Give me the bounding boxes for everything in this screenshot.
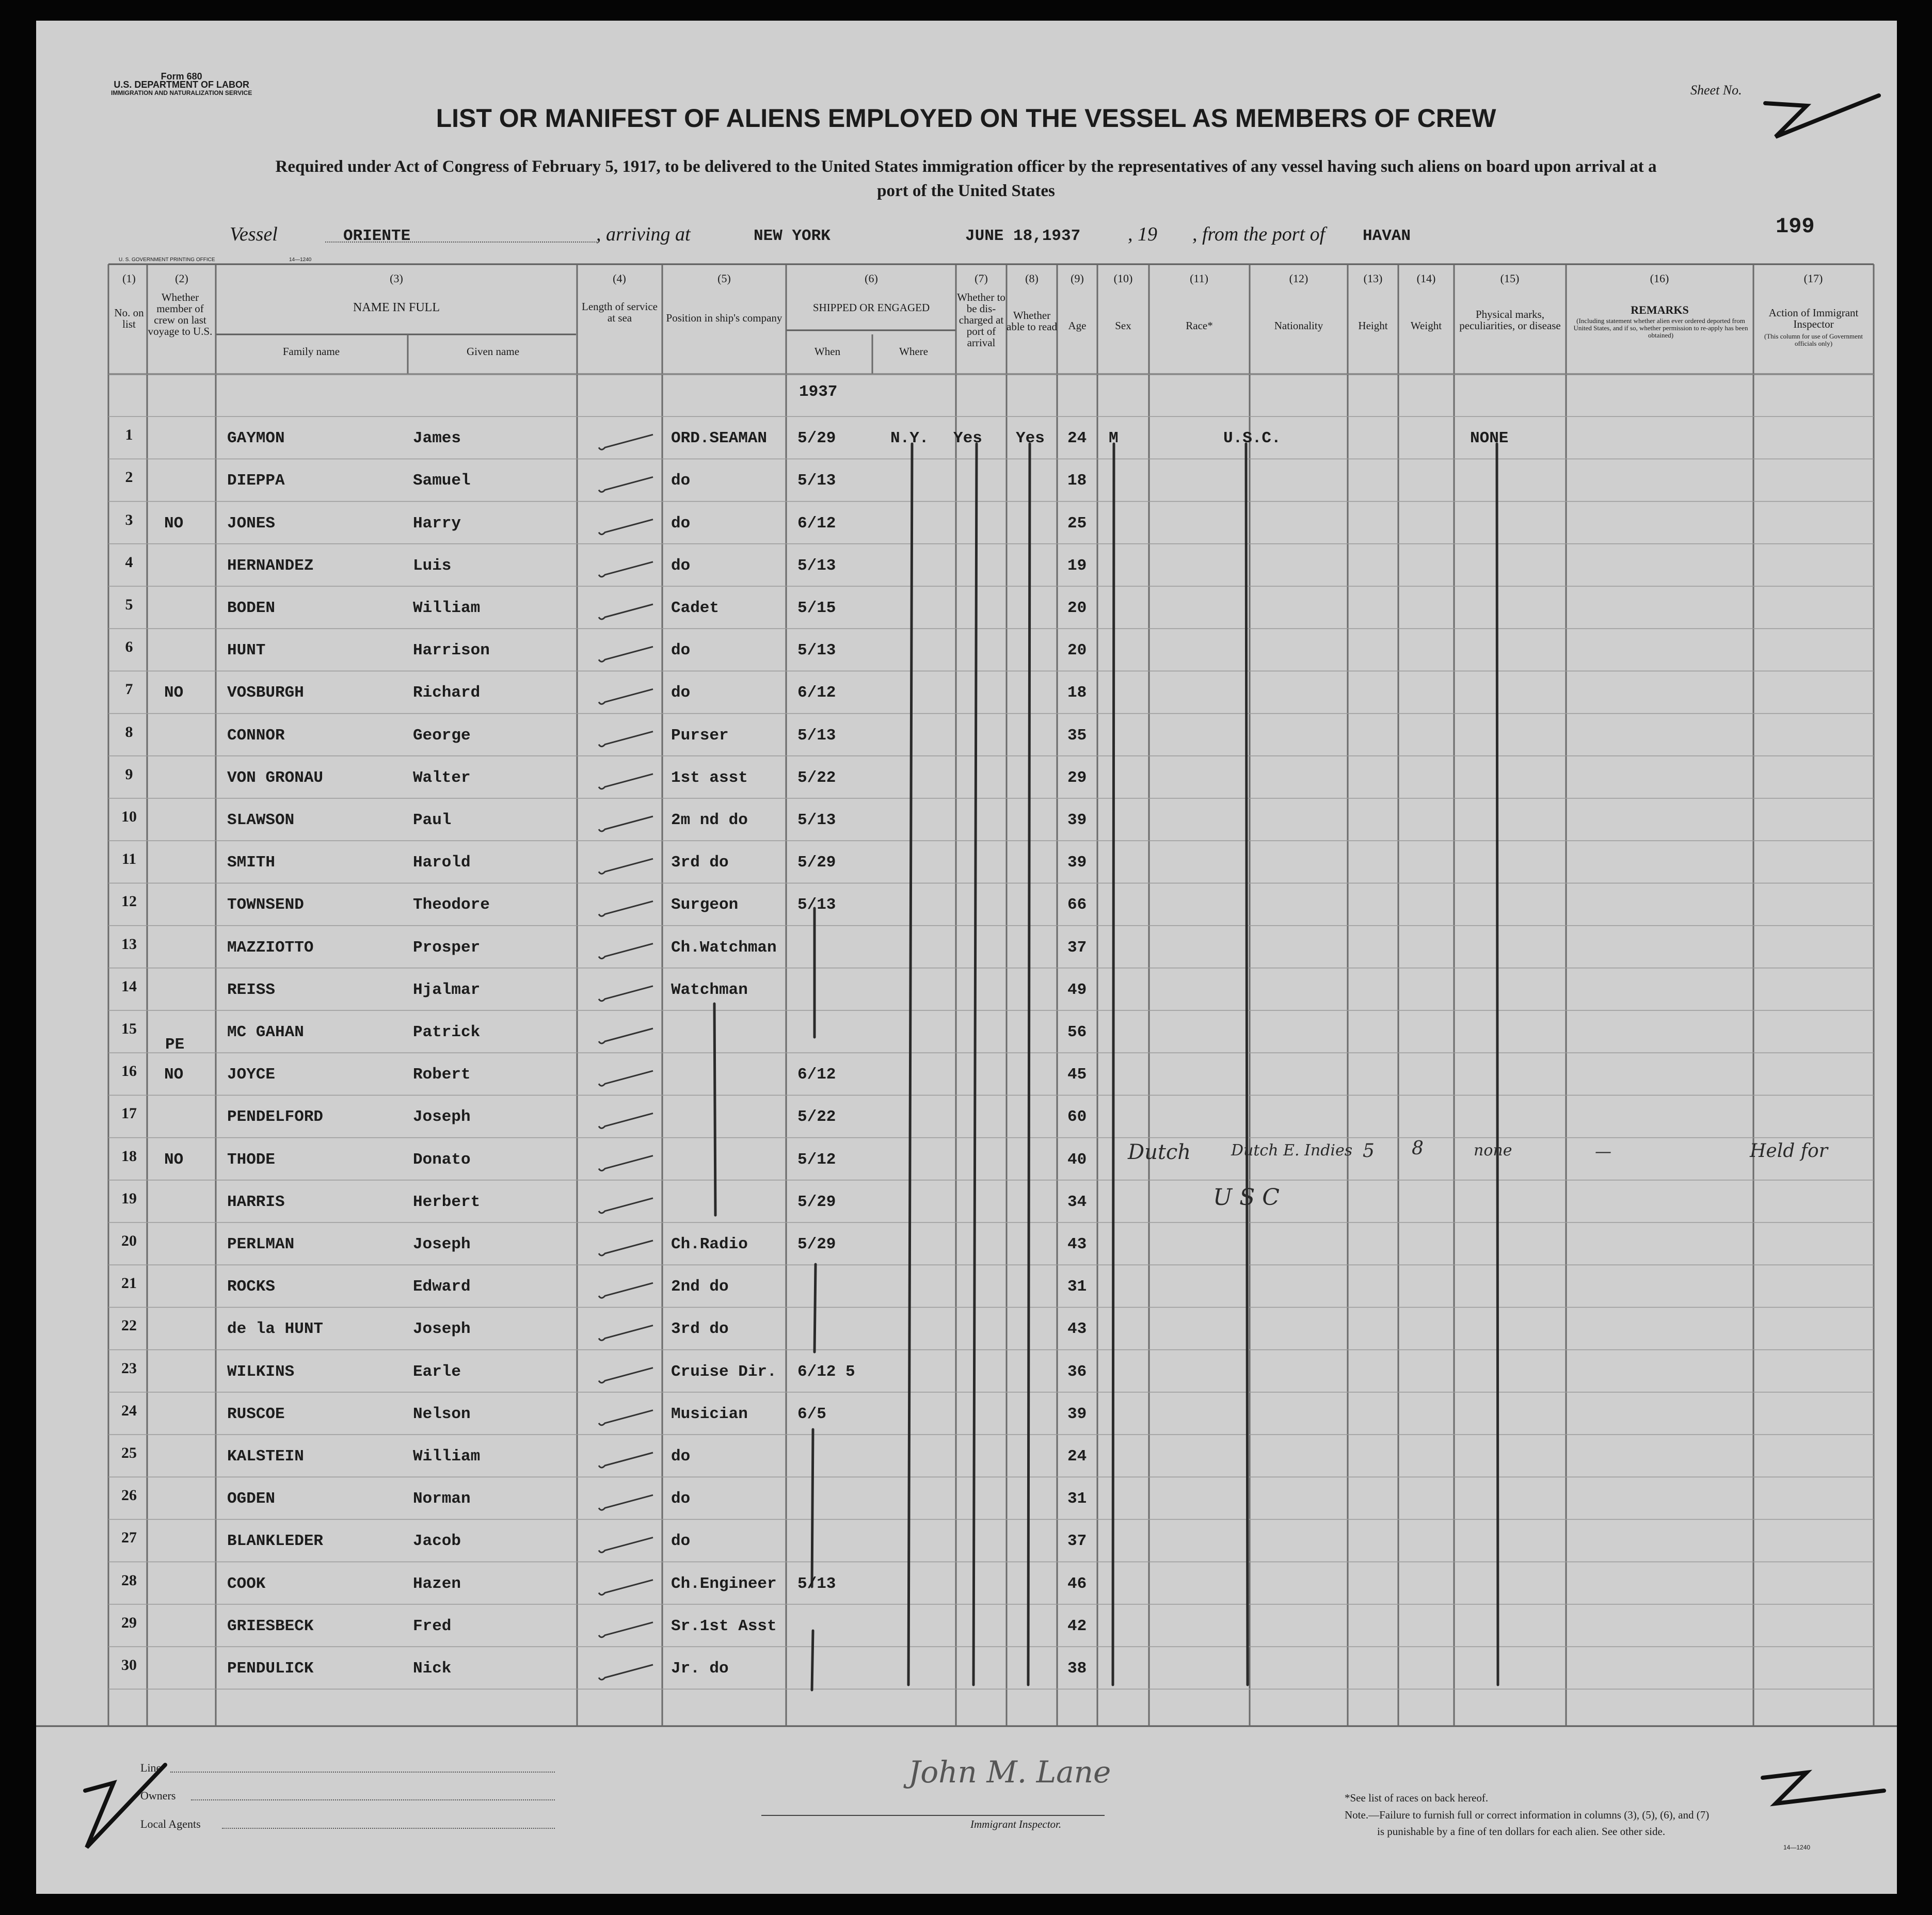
inspector-label: Immigrant Inspector. <box>970 1818 1062 1830</box>
age: 18 <box>1067 684 1087 702</box>
family-name: PERLMAN <box>227 1235 295 1253</box>
row18-action: Held for <box>1750 1140 1828 1162</box>
given-name: Luis <box>413 556 452 575</box>
form-subtitle-line1: Required under Act of Congress of February 5, 1917, to be delivered to the United States immigration officer by the representatives of any vessel having such aliens on board upon arrival at a <box>275 157 1657 176</box>
position: Cruise Dir. <box>671 1362 777 1381</box>
position: 3rd do <box>671 1320 729 1339</box>
age: 31 <box>1067 1490 1087 1508</box>
col-age-header: Age <box>1068 319 1087 332</box>
shipped-when: 5/29 <box>797 429 836 448</box>
shipped-where: N.Y. <box>890 429 929 448</box>
row-number: 5 <box>125 596 133 613</box>
age: 42 <box>1067 1617 1087 1635</box>
column-number: (11) <box>1190 272 1208 285</box>
shipped-when: 5/12 <box>797 1150 836 1169</box>
given-name: Harrison <box>413 641 490 660</box>
vessel-label: Vessel <box>230 223 278 245</box>
col-name-header: NAME IN FULL <box>353 301 440 314</box>
service-check-mark <box>599 1283 653 1298</box>
column-number: (8) <box>1025 272 1039 285</box>
form-title: LIST OR MANIFEST OF ALIENS EMPLOYED ON THE VESSEL AS MEMBERS OF CREW <box>436 104 1496 133</box>
service-check-mark <box>599 774 653 789</box>
column-number: (16) <box>1650 272 1669 285</box>
row-number: 22 <box>121 1317 137 1334</box>
service-name: IMMIGRATION AND NATURALIZATION SERVICE <box>111 89 252 96</box>
position: 2nd do <box>671 1278 729 1296</box>
position: Ch.Radio <box>671 1235 748 1253</box>
family-name: OGDEN <box>227 1490 276 1508</box>
given-name: James <box>413 429 461 448</box>
row16-prev-extra: PE <box>165 1036 185 1054</box>
family-name: MC GAHAN <box>227 1023 304 1041</box>
position: Ch.Engineer <box>671 1574 777 1593</box>
col-action-header: Action of Immigrant Inspector <box>1768 307 1859 330</box>
col-discharged-header: Whether to be dis-charged at port of arrival <box>957 291 1005 349</box>
given-name: Jacob <box>413 1532 461 1551</box>
form-subtitle-line2: port of the United States <box>877 182 1055 200</box>
row-number: 24 <box>121 1402 137 1419</box>
age: 39 <box>1067 1405 1087 1423</box>
given-name: Samuel <box>413 472 471 490</box>
given-name: George <box>413 726 471 745</box>
family-name: MAZZIOTTO <box>227 938 314 957</box>
vessel-name: ORIENTE <box>343 227 411 245</box>
position: Musician <box>671 1405 748 1423</box>
prev-voyage: NO <box>164 514 184 533</box>
position: Sr.1st Asst <box>671 1617 777 1635</box>
arrival-date: JUNE 18,1937 <box>965 227 1081 245</box>
signature-line <box>761 1815 1105 1816</box>
service-check-mark <box>599 1198 653 1213</box>
shipped-when: 6/12 <box>797 1066 836 1084</box>
row18-race: Dutch <box>1128 1140 1191 1164</box>
shipped-when: 6/12 <box>797 514 836 533</box>
age: 43 <box>1067 1320 1087 1339</box>
prev-voyage: NO <box>164 1066 184 1084</box>
col-weight-header: Weight <box>1410 319 1442 332</box>
family-name: TOWNSEND <box>227 896 304 914</box>
row-number: 21 <box>121 1275 137 1292</box>
position: 3rd do <box>671 854 729 872</box>
row-number: 29 <box>121 1614 137 1631</box>
age: 25 <box>1067 514 1087 533</box>
family-name: PENDELFORD <box>227 1108 324 1127</box>
row19-nationality: U S C <box>1213 1184 1280 1211</box>
shipped-when: 5/13 <box>797 1574 836 1593</box>
service-check-mark <box>599 1028 653 1043</box>
given-name: William <box>413 599 481 617</box>
given-name: Earle <box>413 1362 461 1381</box>
row-number: 18 <box>121 1147 137 1165</box>
given-name: Harold <box>413 854 471 872</box>
age: 36 <box>1067 1362 1087 1381</box>
row-number: 1 <box>125 426 133 444</box>
footer-owners-field <box>191 1799 555 1800</box>
col-sex-header: Sex <box>1115 319 1131 332</box>
col-shipped-header: SHIPPED OR ENGAGED <box>812 301 930 314</box>
position: 1st asst <box>671 768 748 787</box>
year-label: , 19 <box>1128 223 1157 245</box>
position: do <box>671 684 691 702</box>
age: 29 <box>1067 768 1087 787</box>
shipped-when: 5/15 <box>797 599 836 617</box>
row18-remarks: — <box>1595 1141 1611 1161</box>
row-number: 14 <box>121 977 137 995</box>
shipped-when: 5/22 <box>797 1108 836 1127</box>
age: 40 <box>1067 1150 1087 1169</box>
age: 43 <box>1067 1235 1087 1253</box>
age: 66 <box>1067 896 1087 914</box>
nationality: U.S.C. <box>1223 429 1281 448</box>
footer-line-field <box>170 1772 555 1773</box>
footer-agents-label: Local Agents <box>140 1817 201 1830</box>
arrival-port: NEW YORK <box>754 227 831 245</box>
able-to-read: Yes <box>1016 429 1045 448</box>
row18-nationality: Dutch E. Indies <box>1231 1141 1353 1160</box>
given-name: Hazen <box>413 1574 461 1593</box>
from-label: , from the port of <box>1192 223 1326 245</box>
age: 20 <box>1067 641 1087 660</box>
shipped-when: 6/5 <box>797 1405 826 1423</box>
row-number: 9 <box>125 765 133 783</box>
family-name: GAYMON <box>227 429 285 448</box>
column-number: (12) <box>1289 272 1308 285</box>
position: Watchman <box>671 980 748 999</box>
age: 37 <box>1067 1532 1087 1551</box>
service-check-mark <box>599 604 653 619</box>
family-name: COOK <box>227 1574 266 1593</box>
service-check-mark <box>599 1495 653 1510</box>
service-check-mark <box>599 986 653 1001</box>
shipped-when: 5/29 <box>797 1193 836 1211</box>
col-height-header: Height <box>1358 319 1388 332</box>
col-family-name-header: Family name <box>282 345 340 358</box>
col-position-header: Position in ship's company <box>666 312 783 324</box>
vessel-underline <box>325 242 599 243</box>
given-name: Fred <box>413 1617 452 1635</box>
age: 37 <box>1067 938 1087 957</box>
given-name: Nelson <box>413 1405 471 1423</box>
from-port: HAVAN <box>1363 227 1411 245</box>
shipped-when: 5/13 <box>797 896 836 914</box>
age: 24 <box>1067 1447 1087 1466</box>
shipped-when: 5/29 <box>797 854 836 872</box>
col-remarks-note: (Including statement whether alien ever ordered deported from United States, and if so, whether permission to re-apply has been obtained) <box>1573 317 1748 339</box>
prev-voyage: NO <box>164 684 184 702</box>
position: Purser <box>671 726 729 745</box>
shipped-when: 5/13 <box>797 556 836 575</box>
service-check-mark <box>599 1453 653 1468</box>
family-name: SLAWSON <box>227 811 295 829</box>
age: 31 <box>1067 1278 1087 1296</box>
row-number: 17 <box>121 1105 137 1122</box>
family-name: JOYCE <box>227 1066 276 1084</box>
family-name: GRIESBECK <box>227 1617 314 1635</box>
age: 19 <box>1067 556 1087 575</box>
footer-owners-label: Owners <box>140 1789 176 1802</box>
given-name: Patrick <box>413 1023 481 1041</box>
row-number: 19 <box>121 1189 137 1207</box>
position: Ch.Watchman <box>671 938 777 957</box>
footnote-races: *See list of races on back hereof. <box>1345 1792 1489 1804</box>
department-name: U.S. DEPARTMENT OF LABOR <box>114 79 249 90</box>
row-number: 25 <box>121 1444 137 1461</box>
service-check-mark <box>599 1113 653 1128</box>
physical-marks: NONE <box>1470 429 1509 448</box>
row-number: 12 <box>121 893 137 910</box>
row-number: 4 <box>125 553 133 571</box>
col-when-header: When <box>814 345 841 358</box>
age: 45 <box>1067 1066 1087 1084</box>
arriving-label: , arriving at <box>596 223 691 245</box>
family-name: de la HUNT <box>227 1320 324 1339</box>
print-office: U. S. GOVERNMENT PRINTING OFFICE <box>119 257 215 263</box>
given-name: Joseph <box>413 1108 471 1127</box>
column-number: (1) <box>122 272 136 285</box>
discharged: Yes <box>953 429 982 448</box>
service-check-mark <box>599 732 653 747</box>
family-name: PENDULICK <box>227 1660 314 1678</box>
age: 38 <box>1067 1660 1087 1678</box>
family-name: HARRIS <box>227 1193 285 1211</box>
row-number: 13 <box>121 935 137 953</box>
given-name: Harry <box>413 514 461 533</box>
position: ORD.SEAMAN <box>671 429 768 448</box>
position: Cadet <box>671 599 720 617</box>
column-number: (14) <box>1416 272 1436 285</box>
column-number: (3) <box>390 272 403 285</box>
shipped-when: 5/22 <box>797 768 836 787</box>
row-number: 30 <box>121 1656 137 1673</box>
column-number: (7) <box>975 272 988 285</box>
service-check-mark <box>599 859 653 874</box>
column-number: (9) <box>1071 272 1084 285</box>
shipped-when: 5/13 <box>797 811 836 829</box>
col-race-header: Race* <box>1186 319 1213 332</box>
family-name: WILKINS <box>227 1362 295 1381</box>
column-number: (13) <box>1363 272 1383 285</box>
given-name: Hjalmar <box>413 980 481 999</box>
service-check-mark <box>599 1325 653 1340</box>
age: 39 <box>1067 811 1087 829</box>
service-check-mark <box>599 1071 653 1086</box>
family-name: HUNT <box>227 641 266 660</box>
age: 18 <box>1067 472 1087 490</box>
column-number: (2) <box>175 272 188 285</box>
service-check-mark <box>599 689 653 704</box>
col-where-header: Where <box>899 345 928 358</box>
footer-code: 14—1240 <box>1783 1844 1811 1851</box>
footnote-note: Note.—Failure to furnish full or correct information in columns (3), (5), (6), and (7) <box>1345 1809 1710 1821</box>
col-prev-voyage-header: Whether member of crew on last voyage to U.S. <box>148 291 213 337</box>
row-number: 27 <box>121 1529 137 1547</box>
position: do <box>671 641 691 660</box>
row-number: 6 <box>125 638 133 656</box>
position: Surgeon <box>671 896 739 914</box>
given-name: Herbert <box>413 1193 481 1211</box>
position: do <box>671 1490 691 1508</box>
inspector-signature: John M. Lane <box>908 1755 1111 1790</box>
col-read-header: Whether able to read <box>1007 309 1057 333</box>
family-name: SMITH <box>227 854 276 872</box>
age: 35 <box>1067 726 1087 745</box>
row-number: 11 <box>121 850 137 868</box>
given-name: Theodore <box>413 896 490 914</box>
given-name: Nick <box>413 1660 452 1678</box>
column-number: (10) <box>1113 272 1133 285</box>
col-remarks-header: REMARKS <box>1631 303 1689 316</box>
family-name: DIEPPA <box>227 472 285 490</box>
service-check-mark <box>599 1368 653 1383</box>
given-name: Richard <box>413 684 481 702</box>
position: Jr. do <box>671 1660 729 1678</box>
page-number: 199 <box>1776 214 1815 239</box>
col-marks-header: Physical marks, peculiarities, or disease <box>1459 308 1561 332</box>
service-check-mark <box>599 1410 653 1425</box>
row-number: 23 <box>121 1359 137 1377</box>
row18-height-ft: 5 <box>1363 1140 1375 1162</box>
age: 24 <box>1067 429 1087 448</box>
family-name: ROCKS <box>227 1278 276 1296</box>
form-number: Form 680 <box>161 71 202 82</box>
year-entry: 1937 <box>799 383 838 401</box>
row-number: 8 <box>125 723 133 741</box>
given-name: Joseph <box>413 1235 471 1253</box>
row-number: 15 <box>121 1020 137 1037</box>
position: do <box>671 514 691 533</box>
column-number: (5) <box>717 272 731 285</box>
service-check-mark <box>599 1665 653 1680</box>
age: 39 <box>1067 854 1087 872</box>
service-check-mark <box>599 1156 653 1171</box>
row-number: 28 <box>121 1571 137 1589</box>
left-mark <box>98 1775 99 1776</box>
family-name: BODEN <box>227 599 276 617</box>
service-check-mark <box>599 477 653 492</box>
given-name: Joseph <box>413 1320 471 1339</box>
given-name: Donato <box>413 1150 471 1169</box>
prev-voyage: NO <box>164 1150 184 1169</box>
sheet-label: Sheet No. <box>1690 83 1742 98</box>
shipped-when: 6/12 <box>797 684 836 702</box>
footer-line-label: Line <box>140 1761 162 1774</box>
position: do <box>671 1532 691 1551</box>
shipped-when: 5/13 <box>797 641 836 660</box>
sex: M <box>1109 429 1119 448</box>
footer-agents-field <box>222 1828 555 1829</box>
row-number: 10 <box>121 808 137 825</box>
family-name: JONES <box>227 514 276 533</box>
family-name: RUSCOE <box>227 1405 285 1423</box>
service-check-mark <box>599 1537 653 1552</box>
col-action-note: (This column for use of Government officials only) <box>1764 332 1863 347</box>
age: 49 <box>1067 980 1087 999</box>
service-check-mark <box>599 435 653 449</box>
family-name: CONNOR <box>227 726 285 745</box>
service-check-mark <box>599 1241 653 1256</box>
family-name: THODE <box>227 1150 276 1169</box>
col-nationality-header: Nationality <box>1274 319 1323 332</box>
family-name: HERNANDEZ <box>227 556 314 575</box>
print-code: 14—1240 <box>289 257 312 263</box>
service-check-mark <box>599 562 653 577</box>
shipped-when: 5/29 <box>797 1235 836 1253</box>
position: do <box>671 472 691 490</box>
given-name: Paul <box>413 811 452 829</box>
given-name: Robert <box>413 1066 471 1084</box>
age: 60 <box>1067 1108 1087 1127</box>
position: do <box>671 1447 691 1466</box>
column-number: (4) <box>613 272 626 285</box>
family-name: KALSTEIN <box>227 1447 304 1466</box>
service-check-mark <box>599 816 653 831</box>
age: 56 <box>1067 1023 1087 1041</box>
col-length-service-header: Length of service at sea <box>582 300 658 324</box>
family-name: VON GRONAU <box>227 768 324 787</box>
column-number: (6) <box>865 272 878 285</box>
position: 2m nd do <box>671 811 748 829</box>
position: do <box>671 556 691 575</box>
row-number: 16 <box>121 1063 137 1080</box>
family-name: BLANKLEDER <box>227 1532 324 1551</box>
service-check-mark <box>599 1580 653 1595</box>
shipped-when: 6/12 5 <box>797 1362 855 1381</box>
row18-marks: none <box>1474 1141 1512 1160</box>
footnote-fine: is punishable by a fine of ten dollars for each alien. See other side. <box>1377 1825 1666 1838</box>
family-name: VOSBURGH <box>227 684 304 702</box>
given-name: Edward <box>413 1278 471 1296</box>
row-number: 3 <box>125 511 133 528</box>
age: 34 <box>1067 1193 1087 1211</box>
age: 46 <box>1067 1574 1087 1593</box>
service-check-mark <box>599 520 653 535</box>
col-given-name-header: Given name <box>466 345 520 358</box>
service-check-mark <box>599 944 653 959</box>
family-name: REISS <box>227 980 276 999</box>
row18-height-in: 8 <box>1412 1138 1424 1159</box>
given-name: Norman <box>413 1490 471 1508</box>
given-name: Prosper <box>413 938 481 957</box>
given-name: Walter <box>413 768 471 787</box>
row-number: 2 <box>125 469 133 486</box>
column-number: (15) <box>1500 272 1520 285</box>
row-number: 26 <box>121 1487 137 1504</box>
col-no-header: No. on list <box>114 307 144 330</box>
age: 20 <box>1067 599 1087 617</box>
shipped-when: 5/13 <box>797 726 836 745</box>
shipped-when: 5/13 <box>797 472 836 490</box>
service-check-mark <box>599 1622 653 1637</box>
given-name: William <box>413 1447 481 1466</box>
column-number: (17) <box>1803 272 1823 285</box>
service-check-mark <box>599 647 653 662</box>
service-check-mark <box>599 901 653 916</box>
row-number: 20 <box>121 1232 137 1249</box>
row-number: 7 <box>125 681 133 698</box>
